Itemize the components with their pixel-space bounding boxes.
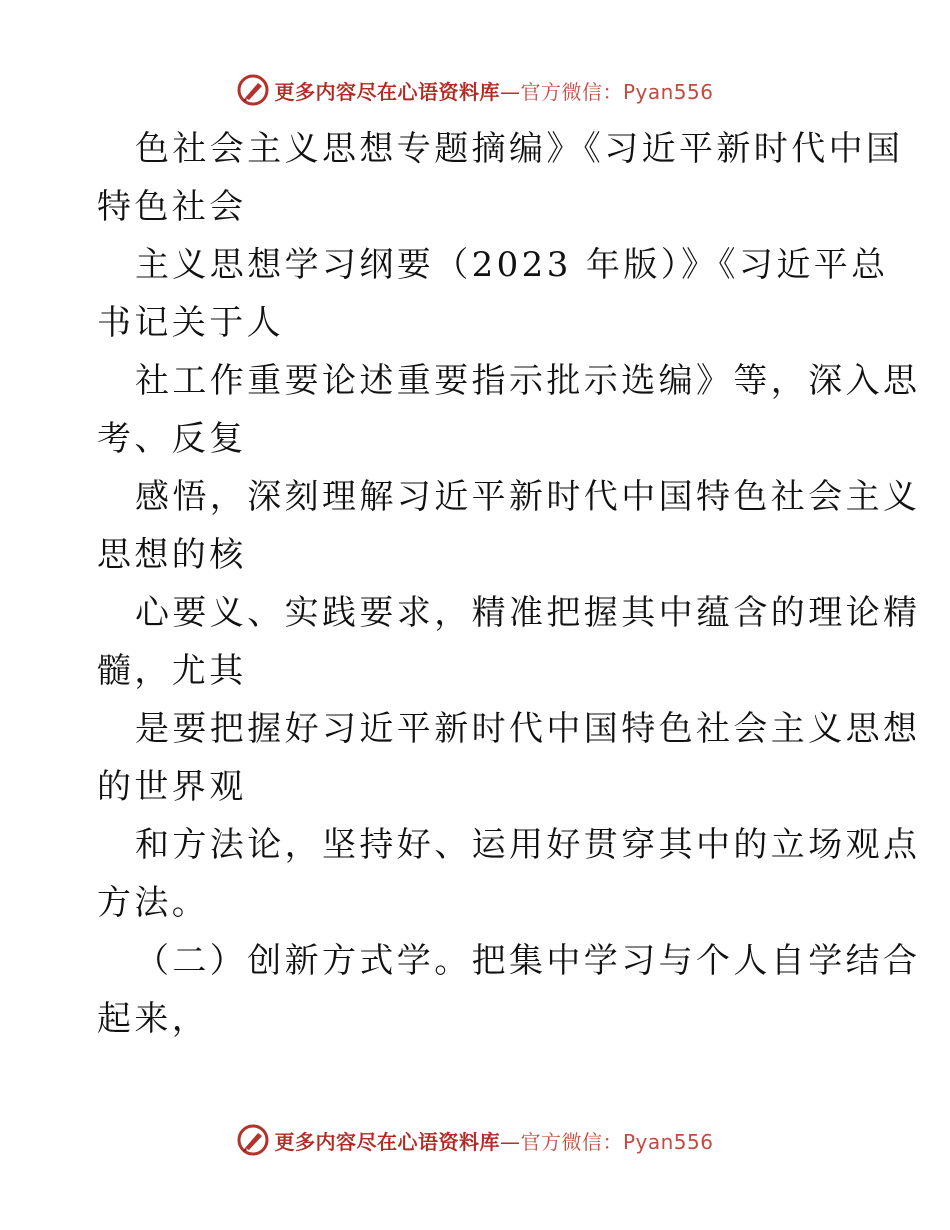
text-line: 的世界观 (97, 767, 247, 807)
watermark-text (274, 76, 713, 105)
text-line: 色社会主义思想专题摘编》《习近平新时代中国 (135, 129, 904, 169)
watermark-text (274, 1126, 713, 1155)
text-line: 特色社会 (97, 187, 247, 227)
watermark-dash: — (499, 1129, 521, 1154)
text-line: 是要把握好习近平新时代中国特色社会主义思想 (135, 709, 921, 749)
text-line: 思想的核 (97, 535, 247, 575)
watermark-dash: — (499, 79, 521, 104)
text-line: 心要义、实践要求，精准把握其中蕴含的理论精 (135, 593, 921, 633)
document-body (97, 120, 921, 1048)
text-line: 社工作重要论述重要指示批示选编》等，深入思 (135, 361, 921, 401)
text-line: 起来， (97, 999, 210, 1039)
text-line: 和方法论，坚持好、运用好贯穿其中的立场观点 (135, 825, 921, 865)
text-line: 主义思想学习纲要（2023 年版）》《习近平总 (135, 245, 889, 285)
text-line: 考、反复 (97, 419, 247, 459)
text-line: 方法。 (97, 883, 210, 923)
text-line: 髓，尤其 (97, 651, 247, 691)
watermark-brand: 更多内容尽在心语资料库 (274, 79, 500, 104)
text-line: 感悟，深刻理解习近平新时代中国特色社会主义 (135, 477, 921, 517)
text-line: （二）创新方式学。把集中学习与个人自学结合 (135, 941, 921, 981)
pen-logo-icon (236, 73, 270, 107)
pen-logo-icon (236, 1123, 270, 1157)
watermark-wechat: 官方微信：Pyan556 (520, 79, 714, 104)
header-watermark (0, 70, 950, 110)
watermark-wechat: 官方微信：Pyan556 (520, 1129, 714, 1154)
footer-watermark (0, 1120, 950, 1160)
text-line: 书记关于人 (97, 303, 284, 343)
watermark-brand: 更多内容尽在心语资料库 (274, 1129, 500, 1154)
